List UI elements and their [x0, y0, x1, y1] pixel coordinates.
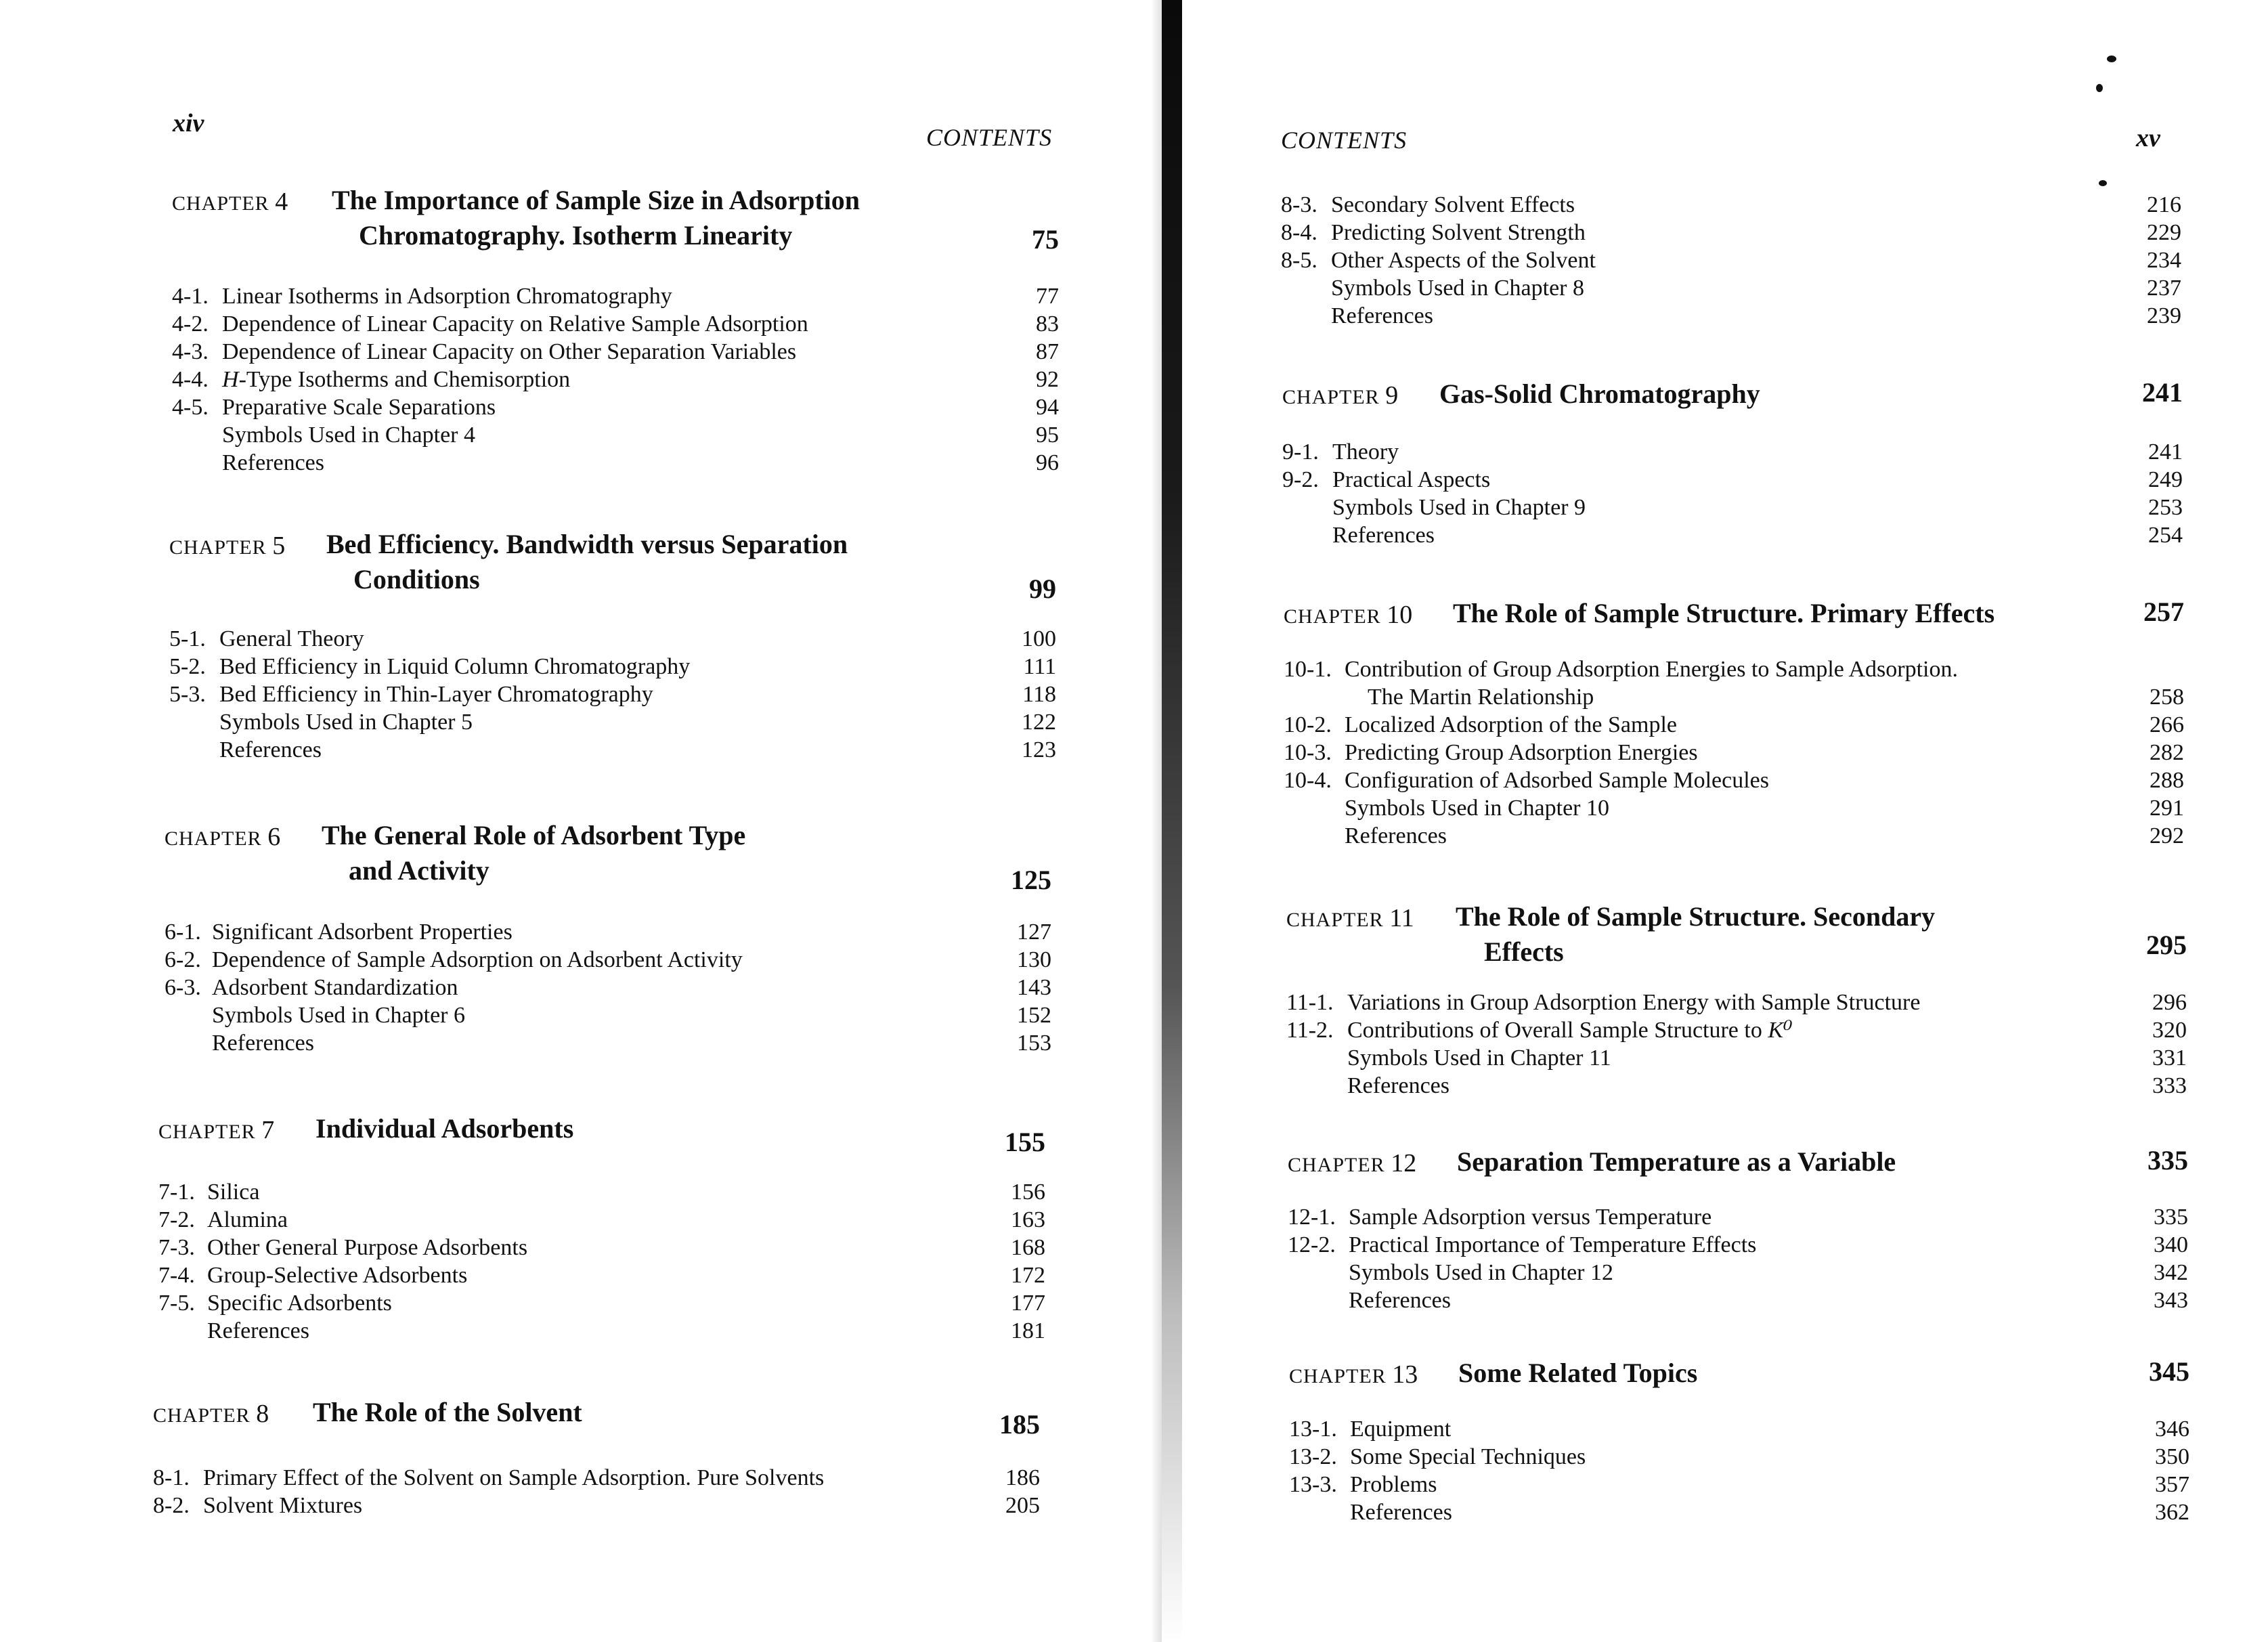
chapter-page-number: 125: [1011, 865, 1051, 895]
chapter-title: Separation Temperature as a Variable: [1457, 1146, 1896, 1177]
toc-entry[interactable]: 11-2. Contributions of Overall Sample Structure to K⁰ 320: [1286, 1018, 2187, 1043]
toc-entry[interactable]: Symbols Used in Chapter 9 253: [1332, 495, 2183, 520]
chapter-page-number: 155: [1005, 1127, 1045, 1157]
chapter-label: CHAPTER 9: [1282, 381, 1399, 410]
chapter-entries: [1282, 438, 2183, 549]
page-folio: xiv: [173, 109, 204, 137]
toc-entry[interactable]: 6-2. Dependence of Sample Adsorption on Adsorbent Activity 130: [165, 947, 1051, 972]
toc-entry[interactable]: 5-1. General Theory 100: [169, 626, 1056, 651]
toc-entry[interactable]: Symbols Used in Chapter 6 152: [212, 1003, 1051, 1028]
chapter-heading: [1284, 596, 2184, 643]
toc-entry[interactable]: 7-5. Specific Adsorbents 177: [158, 1291, 1045, 1316]
toc-entry[interactable]: 8-3. Secondary Solvent Effects 216: [1281, 192, 2181, 217]
toc-entry[interactable]: The Martin Relationship 258: [1368, 685, 2184, 710]
chapter-heading: [158, 1111, 1045, 1165]
toc-entry[interactable]: 9-2. Practical Aspects 249: [1282, 467, 2183, 492]
toc-entry[interactable]: Symbols Used in Chapter 12 342: [1349, 1260, 2188, 1285]
toc-entry[interactable]: References 333: [1347, 1073, 2187, 1098]
chapter-title: The Importance of Sample Size in Adsorption Chromatography. Isotherm Linearity: [332, 185, 860, 251]
chapter-title: The Role of Sample Structure. Secondary Effects: [1456, 901, 1936, 967]
toc-entry[interactable]: Symbols Used in Chapter 5 122: [219, 710, 1056, 735]
chapter-label: CHAPTER 4: [172, 188, 288, 216]
toc-entry[interactable]: 7-1. Silica 156: [158, 1180, 1045, 1205]
toc-entry[interactable]: 6-3. Adsorbent Standardization 143: [165, 975, 1051, 1000]
chapter-title: Gas-Solid Chromatography: [1439, 379, 1760, 409]
chapter-heading: [165, 818, 1051, 895]
chapter-page-number: 185: [999, 1409, 1040, 1440]
chapter-heading: [169, 527, 1056, 604]
toc-entry[interactable]: References 254: [1332, 523, 2183, 548]
toc-entry[interactable]: 4-4. H-Type Isotherms and Chemisorption 92: [172, 367, 1059, 392]
chapter-entries: [1288, 1203, 2188, 1314]
chapter-title: The Role of the Solvent: [313, 1397, 582, 1427]
toc-entry[interactable]: References 123: [219, 737, 1056, 762]
toc-entry[interactable]: 10-1. Contribution of Group Adsorption Energies to Sample Adsorption.: [1284, 657, 1958, 682]
toc-entry[interactable]: 9-1. Theory 241: [1282, 439, 2183, 464]
toc-entry[interactable]: 10-3. Predicting Group Adsorption Energies 282: [1284, 740, 2184, 765]
chapter-entries: [169, 625, 1056, 764]
chapter-label: CHAPTER 8: [153, 1400, 269, 1428]
toc-entry[interactable]: 8-1. Primary Effect of the Solvent on Sample Adsorption. Pure Solvents 186: [153, 1465, 1040, 1490]
page-folio: xv: [2136, 124, 2160, 152]
chapter-page-number: 99: [1029, 574, 1056, 604]
toc-entry[interactable]: 5-2. Bed Efficiency in Liquid Column Chromatography 111: [169, 654, 1056, 679]
toc-entry[interactable]: 12-1. Sample Adsorption versus Temperature 335: [1288, 1205, 2188, 1230]
chapter-entries: [158, 1178, 1045, 1345]
chapter-page-number: 345: [2149, 1356, 2189, 1387]
chapter-title: Individual Adsorbents: [315, 1113, 574, 1144]
toc-entry[interactable]: Symbols Used in Chapter 11 331: [1347, 1045, 2187, 1071]
toc-entry[interactable]: 5-3. Bed Efficiency in Thin-Layer Chromatography 118: [169, 682, 1056, 707]
chapter-title: Some Related Topics: [1458, 1358, 1698, 1388]
chapter-entries: [1281, 191, 2181, 330]
chapter-title: The General Role of Adsorbent Type and Activity: [322, 820, 746, 886]
toc-entry[interactable]: 8-2. Solvent Mixtures 205: [153, 1493, 1040, 1518]
chapter-entries: [1289, 1415, 2189, 1526]
toc-entry[interactable]: Symbols Used in Chapter 4 95: [222, 423, 1059, 448]
toc-entry[interactable]: 7-2. Alumina 163: [158, 1207, 1045, 1232]
chapter-page-number: 295: [2146, 930, 2187, 960]
toc-entry[interactable]: 13-3. Problems 357: [1289, 1472, 2189, 1497]
toc-entry[interactable]: 8-4. Predicting Solvent Strength 229: [1281, 220, 2181, 245]
chapter-page-number: 257: [2143, 597, 2184, 627]
chapter-entries: [1286, 989, 2187, 1100]
chapter-entries: [165, 918, 1051, 1057]
chapter-heading: [172, 183, 1059, 257]
chapter-title: The Role of Sample Structure. Primary Effects: [1453, 598, 1995, 628]
chapter-entries: [172, 282, 1059, 477]
toc-entry[interactable]: 13-1. Equipment 346: [1289, 1417, 2189, 1442]
chapter-label: CHAPTER 5: [169, 532, 286, 560]
chapter-page-number: 335: [2147, 1145, 2188, 1175]
toc-entry[interactable]: 4-2. Dependence of Linear Capacity on Relative Sample Adsorption 83: [172, 311, 1059, 337]
toc-entry[interactable]: References 292: [1345, 823, 2184, 848]
toc-entry[interactable]: 7-3. Other General Purpose Adsorbents 168: [158, 1235, 1045, 1260]
binding-shadow: [1151, 0, 1162, 1642]
toc-entry[interactable]: 13-2. Some Special Techniques 350: [1289, 1444, 2189, 1469]
toc-entry[interactable]: Symbols Used in Chapter 10 291: [1345, 796, 2184, 821]
toc-entry[interactable]: Symbols Used in Chapter 8 237: [1331, 276, 2181, 301]
toc-entry[interactable]: References 96: [222, 450, 1059, 475]
toc-entry[interactable]: 6-1. Significant Adsorbent Properties 127: [165, 920, 1051, 945]
chapter-entries: [1284, 655, 2184, 850]
toc-entry[interactable]: 11-1. Variations in Group Adsorption Energy with Sample Structure 296: [1286, 990, 2187, 1015]
toc-entry[interactable]: 4-1. Linear Isotherms in Adsorption Chromatography 77: [172, 284, 1059, 309]
chapter-heading: [1289, 1356, 2189, 1403]
chapter-label: CHAPTER 6: [165, 823, 281, 851]
chapter-heading: [1282, 376, 2183, 424]
chapter-label: CHAPTER 12: [1288, 1149, 1417, 1178]
scan-speck: [2099, 180, 2107, 186]
toc-entry[interactable]: 10-2. Localized Adsorption of the Sample 266: [1284, 712, 2184, 737]
toc-entry[interactable]: 12-2. Practical Importance of Temperature Effects 340: [1288, 1232, 2188, 1257]
chapter-heading: [153, 1395, 1040, 1449]
chapter-label: CHAPTER 7: [158, 1116, 275, 1144]
scan-speck: [2107, 56, 2116, 62]
toc-entry[interactable]: 4-3. Dependence of Linear Capacity on Other Separation Variables 87: [172, 339, 1059, 364]
chapter-title: Bed Efficiency. Bandwidth versus Separation Conditions: [326, 529, 848, 595]
toc-entry[interactable]: References 343: [1349, 1288, 2188, 1313]
toc-entry[interactable]: References 181: [207, 1318, 1045, 1343]
toc-entry[interactable]: References 362: [1350, 1500, 2189, 1525]
running-head: CONTENTS: [926, 124, 1053, 151]
toc-entry[interactable]: References 239: [1331, 303, 2181, 328]
toc-entry[interactable]: 7-4. Group-Selective Adsorbents 172: [158, 1263, 1045, 1288]
toc-entry[interactable]: References 153: [212, 1031, 1051, 1056]
scan-speck: [2096, 84, 2103, 92]
chapter-entries: [153, 1464, 1040, 1519]
chapter-label: CHAPTER 13: [1289, 1360, 1418, 1389]
toc-entry[interactable]: 10-4. Configuration of Adsorbed Sample Molecules 288: [1284, 768, 2184, 793]
chapter-heading: [1286, 899, 2187, 974]
book-gutter: [1162, 0, 1182, 1642]
running-head: CONTENTS: [1281, 127, 1408, 154]
chapter-label: CHAPTER 10: [1284, 601, 1413, 629]
toc-entry[interactable]: 4-5. Preparative Scale Separations 94: [172, 395, 1059, 420]
chapter-label: CHAPTER 11: [1286, 904, 1414, 932]
right-page: [1192, 0, 2268, 1642]
toc-entry[interactable]: 8-5. Other Aspects of the Solvent 234: [1281, 248, 2181, 273]
chapter-heading: [1288, 1144, 2188, 1192]
chapter-page-number: 75: [1032, 224, 1059, 255]
chapter-page-number: 241: [2142, 377, 2183, 408]
